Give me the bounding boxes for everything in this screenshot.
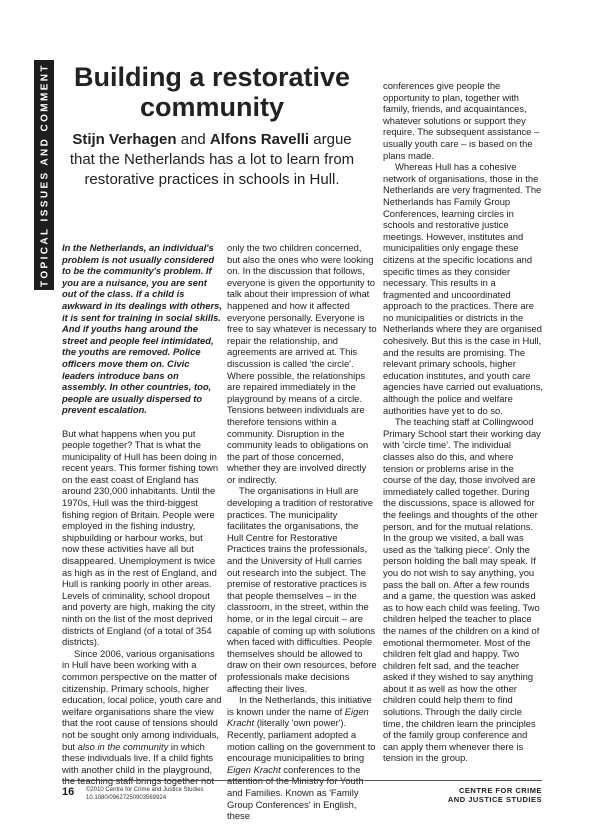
emphasis: Eigen Kracht [227,705,369,729]
body-paragraph [227,694,377,822]
logo-line-1: CENTRE FOR CRIME [459,786,542,795]
footer-citation [86,786,203,802]
emphasis: also in the community [77,740,169,752]
article-title: Building a restorative community [73,62,351,122]
body-paragraph: The teaching staff at Collingwood Primary School start their working day with 'circle time'. The individual classes also do this, and where tension or problems arise in the course of the day, those involved are immediately called together. During the discussions, space is allowed for the feelings and thoughts of the other person, and for the mutual relations. In the group we visited, a ball was used as the 'talking piece'. Only the person holding the ball may speak. If you do not wish to say anything, you pass the ball on. After a few rounds and a game, the question was asked as to how each child was feeling. Two children helped the teacher to place the names of the children on a kind of emotional thermometer. Most of the children felt glad and happy. Two children felt sad, and the teacher asked if they wished to say anything about it as well as how the other children could help them to find solutions. Through the daily circle time, the children learn the principles of the family group conference and can apply them whenever there is tension in the group. [383,416,541,764]
intro-paragraph: In the Netherlands, an individual's problem is not usually considered to be the community's problem. If you are a nuisance, you are sent out of the class. If a child is awkward in its dealings with others, it is sent for training in social skills. And if youths hang around the street and people feel intimidated, the youths are removed. Police officers move them on. Civic leaders introduce bans on assembly. In other countries, too, people are usually dispersed to prevent escalation. [62,242,222,416]
text-run: in which these individuals live. If a child fights with another child in the playground, [62,740,214,775]
body-paragraph: But what happens when you put people together? That is what the municipality of Hull has been doing in recent years. This former fishing town on the east coast of England has around 230,000 inhabitants. Until the 1970s, Hull was the third-biggest fishing region of Britain. People were employed in the fishing industry, shipbuilding or harbour works, but now these activities have all but disappeared. Unemployment is twice as high as in the rest of England, and Hull is ranking poorly in other areas. Levels of criminality, school dropout and poverty are high, making the city ninth on the list of the most deprived districts of England (of a total of 354 districts). [62,427,219,648]
body-paragraph [62,648,222,787]
text-column-2 [227,80,377,822]
emphasis: Eigen Kracht [227,763,281,775]
text-column-3 [383,80,543,764]
text-run: In the Netherlands, this initiative is known under the name of [227,694,372,717]
text-column-1 [62,242,222,787]
logo-line-2: AND JUSTICE STUDIES [447,795,542,804]
doi: 10.1080/09627250903569924 [86,795,167,801]
author-2: Alfons Ravelli [209,131,310,148]
author-1: Stijn Verhagen [72,131,177,148]
text-run: Since 2006, various organisations in Hull have been working with a common perspective on the matter of citizenship. Primary schools, higher education, local police, youth care and welfare organisations share the view that the root cause of tensions should not be sought only among individuals, but [62,647,222,752]
body-paragraph: only the two children concerned, but also the ones who were looking on. In the discussion that follows, everyone is given the opportunity to talk about their impression of what happened and how it affected everyone personally. Everyone is free to say whatever is necessary to repair the relationship, and agreements are arrived at. This discussion is called 'the circle'. Where possible, the relationships are repaired immediately in the playground by means of a circle. Tensions between individuals are therefore tensions within a community. Disruption in the community leads to obligations on the part of those concerned, whether they are involved directly or indirectly. [227,242,377,485]
text-run: (literally 'own power'). Recently, parliament adopted a motion calling on the government to encourage municipalities to bring [227,717,376,764]
body-paragraph: Whereas Hull has a cohesive network of organisations, those in the Netherlands are very fragmented. The Netherlands has Family Group Conferences, learning circles in schools and restorative justice meetings. However, institutes and municipalities only engage these citizens at the specific locations and specific times as they consider necessary. This results in a fragmented and uncoordinated approach to the practices. There are no municipalities or districts in the Netherlands where they are organised cohesively. But this is the case in Hull, and the results are promising. The relevant primary schools, higher education institutes, and youth care agencies have carried out evaluations, although the police and welfare authorities have yet to do so. [383,161,543,416]
body-paragraph: conferences give people the opportunity to plan, together with family, friends, and acquaintances, whatever solutions or support they require. The subsequent assistance – usually youth care – is based on the plans made. [383,80,540,161]
footer-rule [62,780,542,781]
body-paragraph: The organisations in Hull are developing a tradition of restorative practices. The municipality facilitates the organisations, the Hull Centre for Restorative Practices trains the professionals, and the University of Hull carries out research into the subject. The premise of restorative practices is that people themselves – in the classroom, in the street, within the home, or in the legal circuit – are capable of coming up with solutions when faced with difficulties. People themselves should be allowed to draw on their own resources, before professionals make decisions affecting their lives. [227,485,377,694]
section-label: TOPICAL ISSUES AND COMMENT [39,63,51,287]
byline-and: and [176,131,210,148]
text-run: conferences to the and Families. Known as 'Family Group Conferences' in English, these [227,763,361,822]
page-number: 16 [62,786,75,798]
copyright: ©2010 Centre for Crime and Justice Studies [86,787,204,793]
publisher-logo [448,786,542,804]
byline-standfirst: argue that the Netherlands has a lot to learn from restorative practices in schools in Hull. [69,131,355,188]
